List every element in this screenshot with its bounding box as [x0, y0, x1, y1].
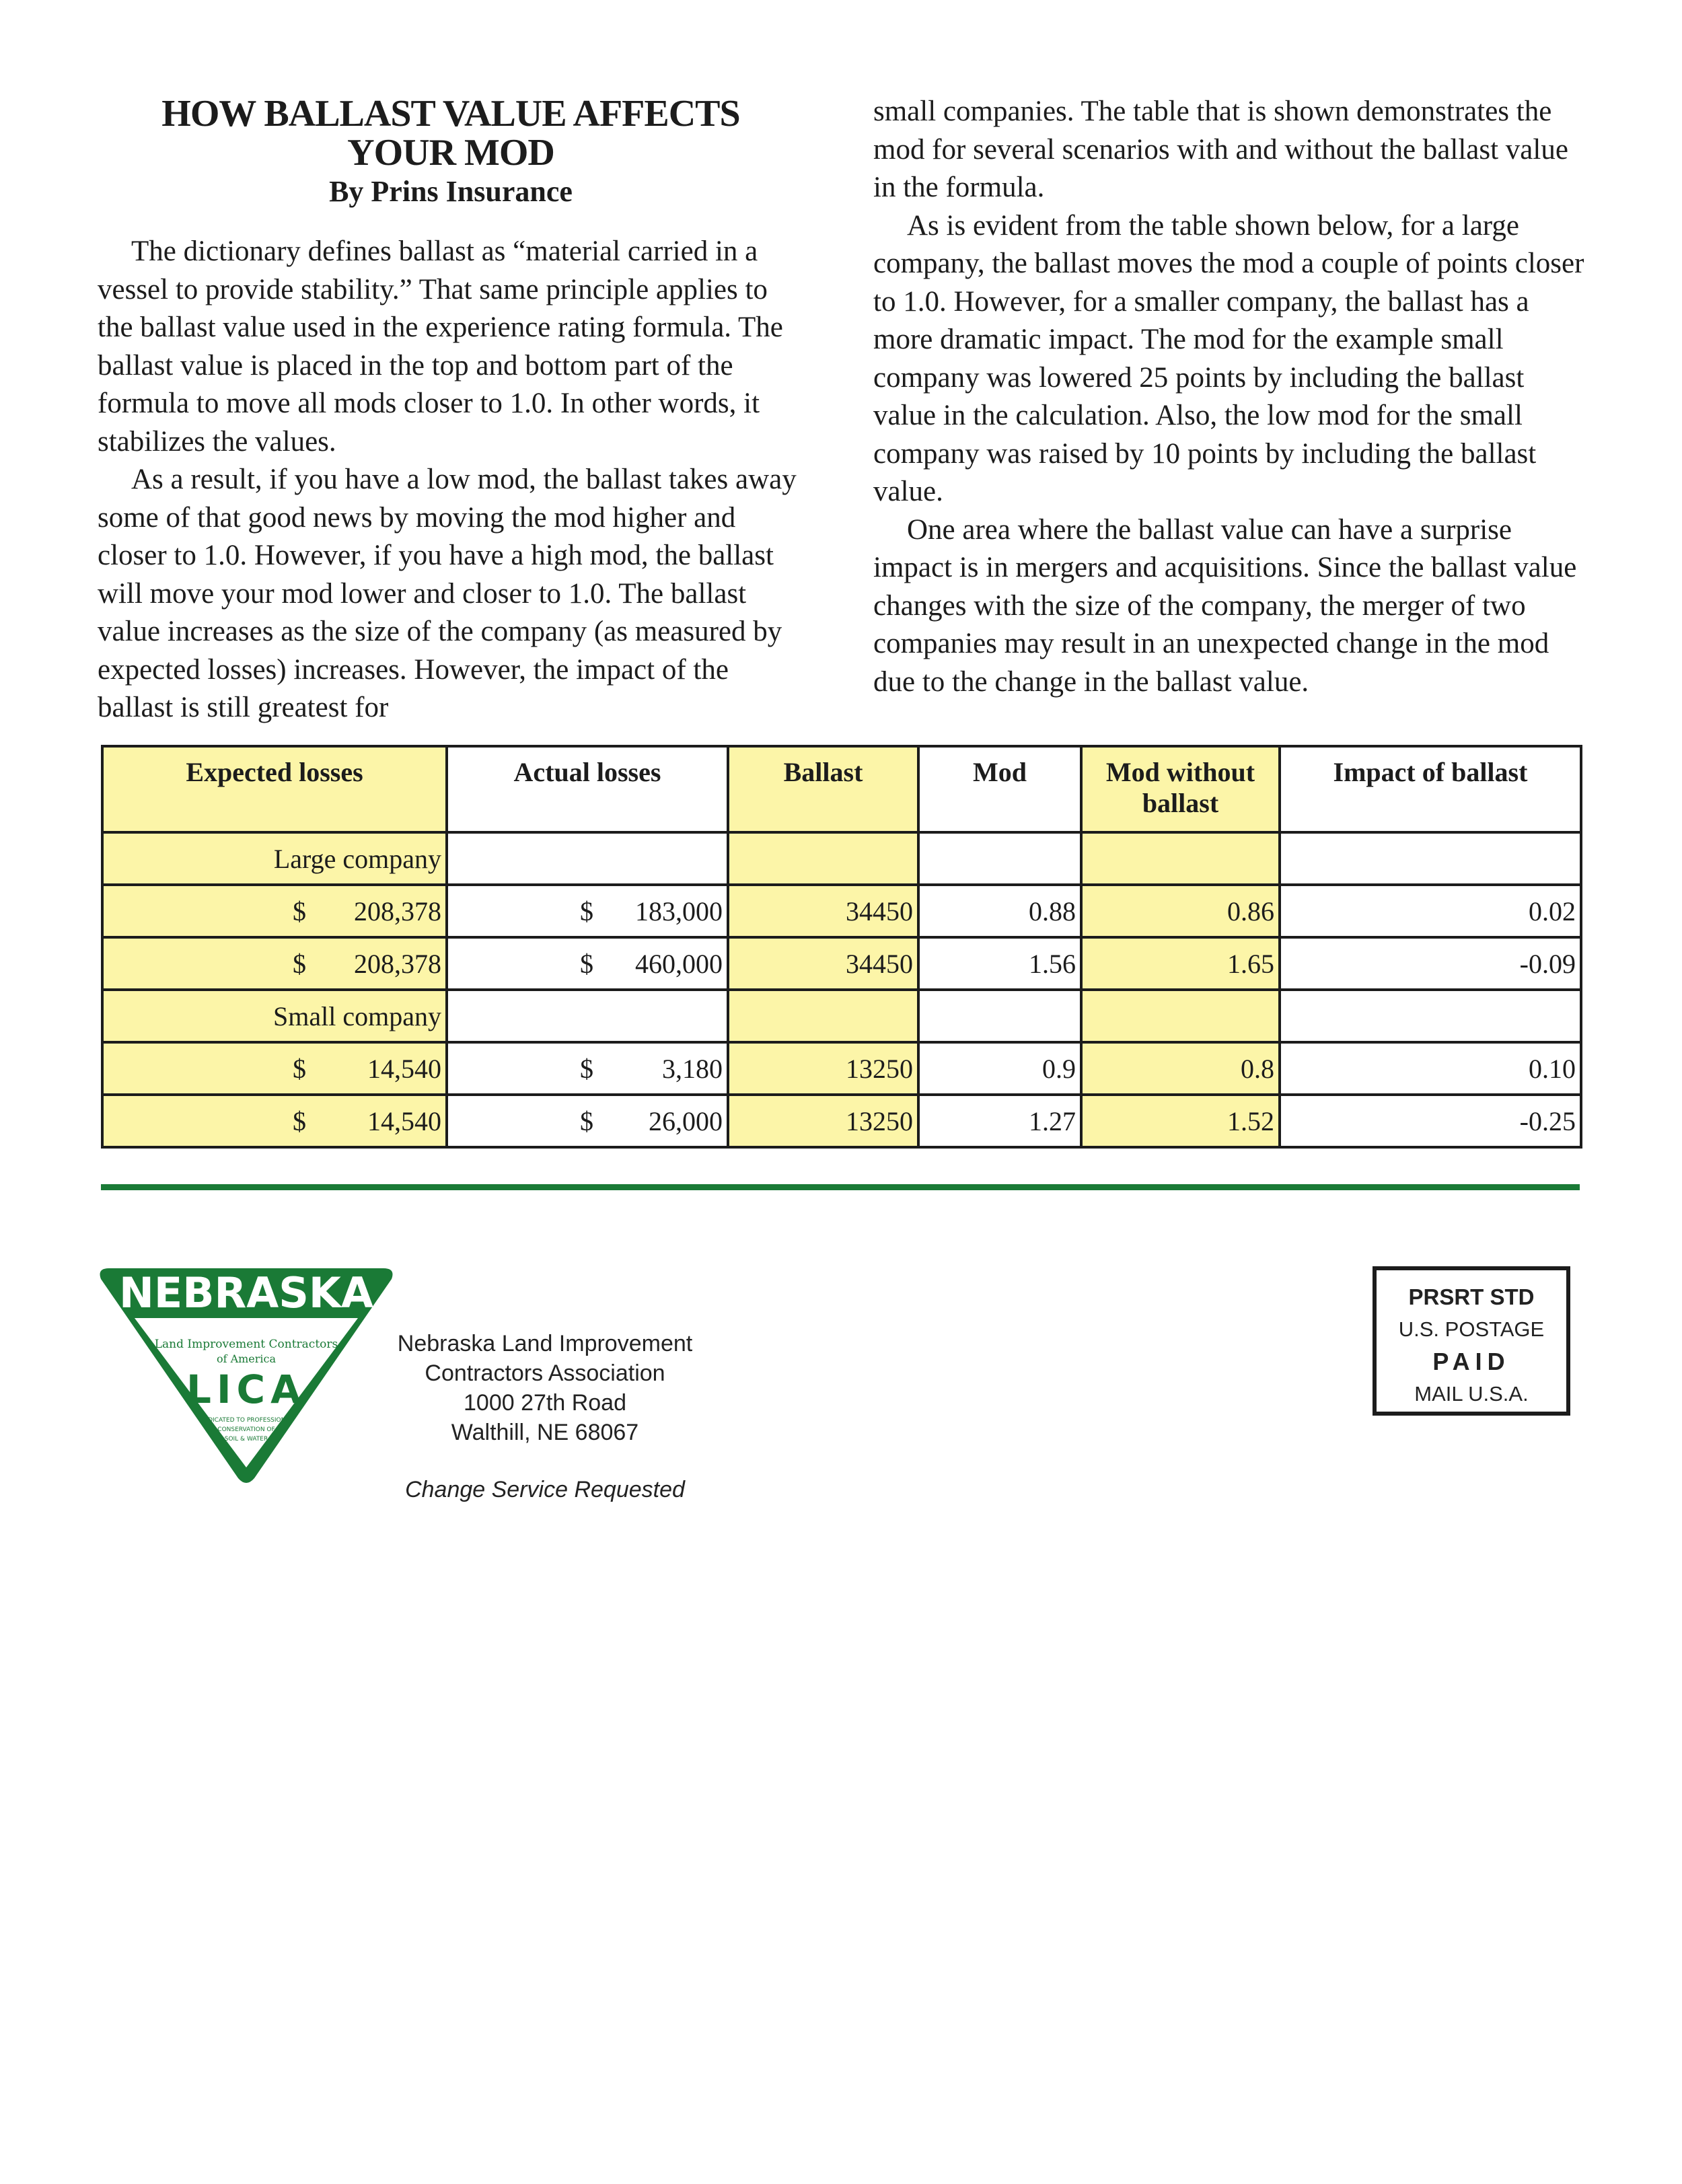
cell-actual	[447, 1095, 728, 1147]
postage-indicia	[1373, 1266, 1570, 1416]
currency-symbol: $	[580, 1053, 593, 1084]
cell-mod: 1.56	[918, 937, 1081, 990]
empty-cell	[728, 990, 918, 1042]
currency-symbol: $	[580, 948, 593, 979]
logo-top-text: NEBRASKA	[119, 1268, 373, 1317]
table-group-row	[102, 990, 1581, 1042]
logo-motto-line2: CONSERVATION OF	[217, 1426, 275, 1433]
address-line: Nebraska Land Improvement	[397, 1331, 693, 1356]
logo-org-line1: Land Improvement Contractors	[154, 1338, 338, 1351]
currency-symbol: $	[293, 896, 306, 926]
table-row	[102, 885, 1581, 937]
expected-value: 14,540	[367, 1053, 441, 1084]
table-group-row	[102, 832, 1581, 885]
nebraska-lica-logo	[96, 1268, 397, 1484]
actual-value: 26,000	[649, 1105, 723, 1136]
cell-mod: 0.9	[918, 1042, 1081, 1095]
ballast-mod-table	[101, 745, 1582, 1149]
article-paragraph: As is evident from the table shown below, for a large company, the ballast moves the mod a couple of points closer to 1.0. However, for a smaller company, the ballast has a more dramatic impact. The mod for the example small company was lowered 25 points by including the ballast value in the calculation. Also, the low mod for the small company was raised by 10 points by including the ballast value.	[873, 209, 1584, 507]
logo-chapter-text: CHAPTER	[216, 1320, 277, 1334]
article-title-line2: YOUR MOD	[347, 132, 554, 174]
table-row	[102, 1042, 1581, 1095]
article-left-column	[98, 94, 804, 727]
header-impact-of-ballast: Impact of ballast	[1280, 746, 1581, 832]
group-label-large: Large company	[102, 832, 447, 885]
postage-line1: PRSRT STD	[1408, 1284, 1535, 1309]
empty-cell	[1081, 832, 1280, 885]
header-ballast: Ballast	[728, 746, 918, 832]
empty-cell	[918, 832, 1081, 885]
article-paragraph: One area where the ballast value can have a surprise impact is in mergers and acquisitions. Since the ballast value changes with the size of the company, the merger of two companies may result in an unexpected change in the mod due to the change in the ballast value.	[873, 513, 1577, 698]
cell-actual	[447, 1042, 728, 1095]
empty-cell	[447, 990, 728, 1042]
article-paragraph: The dictionary defines ballast as “material carried in a vessel to provide stability.” That same principle applies to the ballast value used in the experience rating formula. The ballast value is placed in the top and bottom part of the formula to move all mods closer to 1.0. In other words, it stabilizes the values.	[98, 235, 783, 458]
expected-value: 208,378	[354, 948, 441, 979]
header-expected-losses: Expected losses	[102, 746, 447, 832]
actual-value: 3,180	[662, 1053, 723, 1084]
empty-cell	[1280, 990, 1581, 1042]
empty-cell	[447, 832, 728, 885]
header-actual-losses: Actual losses	[447, 746, 728, 832]
change-service-requested: Change Service Requested	[405, 1477, 685, 1502]
cell-mod: 0.88	[918, 885, 1081, 937]
cell-ballast: 34450	[728, 885, 918, 937]
actual-value: 460,000	[635, 948, 723, 979]
cell-ballast: 13250	[728, 1095, 918, 1147]
table-row	[102, 1095, 1581, 1147]
empty-cell	[728, 832, 918, 885]
cell-actual	[447, 937, 728, 990]
currency-symbol: $	[293, 948, 306, 979]
cell-mod-without: 1.52	[1081, 1095, 1280, 1147]
cell-mod-without: 0.86	[1081, 885, 1280, 937]
cell-ballast: 34450	[728, 937, 918, 990]
address-line: Walthill, NE 68067	[451, 1420, 639, 1445]
cell-expected	[102, 1042, 447, 1095]
actual-value: 183,000	[635, 896, 723, 926]
table-header-row	[102, 746, 1581, 832]
section-divider	[101, 1184, 1580, 1190]
article-paragraph: small companies. The table that is shown demonstrates the mod for several scenarios with and without the ballast value in the formula.	[873, 96, 1568, 203]
empty-cell	[1280, 832, 1581, 885]
cell-impact: 0.02	[1280, 885, 1581, 937]
logo-acronym: LICA	[186, 1367, 306, 1412]
logo-motto-line3: SOIL & WATER	[224, 1436, 268, 1443]
address-line: 1000 27th Road	[464, 1390, 626, 1416]
cell-expected	[102, 1095, 447, 1147]
expected-value: 14,540	[367, 1105, 441, 1136]
group-label-small: Small company	[102, 990, 447, 1042]
return-address	[377, 1329, 713, 1447]
cell-impact: 0.10	[1280, 1042, 1581, 1095]
currency-symbol: $	[580, 1105, 593, 1136]
cell-actual	[447, 885, 728, 937]
table-row	[102, 937, 1581, 990]
article-byline: By Prins Insurance	[329, 175, 573, 208]
article-right-column	[873, 93, 1586, 701]
empty-cell	[918, 990, 1081, 1042]
article-paragraph: As a result, if you have a low mod, the ballast takes away some of that good news by moving the mod higher and closer to 1.0. However, if you have a high mod, the ballast will move your mod lower and closer to 1.0. The ballast value increases as the size of the company (as measured by expected losses) increases. However, the impact of the ballast is still greatest for	[98, 464, 797, 723]
header-mod-without-ballast: Mod without ballast	[1081, 746, 1280, 832]
address-line: Contractors Association	[425, 1360, 665, 1386]
currency-symbol: $	[293, 1105, 306, 1136]
article-title-line1: HOW BALLAST VALUE AFFECTS	[161, 93, 740, 135]
postage-line4: MAIL U.S.A.	[1414, 1382, 1529, 1406]
currency-symbol: $	[293, 1053, 306, 1084]
expected-value: 208,378	[354, 896, 441, 926]
postage-line3: PAID	[1432, 1348, 1510, 1375]
cell-mod: 1.27	[918, 1095, 1081, 1147]
empty-cell	[1081, 990, 1280, 1042]
cell-impact: -0.09	[1280, 937, 1581, 990]
logo-org-line2: of America	[216, 1352, 277, 1365]
currency-symbol: $	[580, 896, 593, 926]
postage-line2: U.S. POSTAGE	[1398, 1317, 1545, 1341]
header-mod: Mod	[918, 746, 1081, 832]
cell-ballast: 13250	[728, 1042, 918, 1095]
cell-impact: -0.25	[1280, 1095, 1581, 1147]
cell-mod-without: 1.65	[1081, 937, 1280, 990]
logo-motto-line1: DEDICATED TO PROFESSIONAL	[199, 1417, 293, 1424]
cell-mod-without: 0.8	[1081, 1042, 1280, 1095]
cell-expected	[102, 937, 447, 990]
cell-expected	[102, 885, 447, 937]
